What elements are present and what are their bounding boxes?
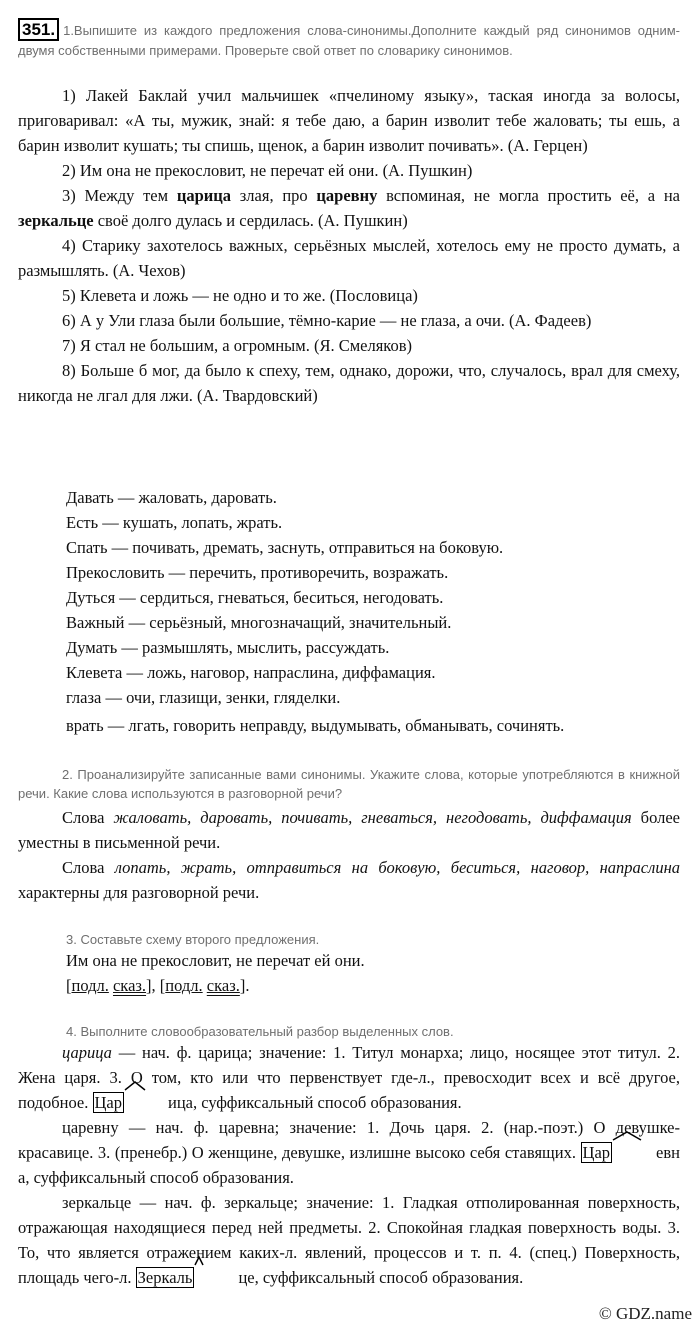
text-fragment: Я стал не большим, а огромным. (Я. Смеляков) [79, 336, 413, 355]
analysis-tsarevnu [18, 1115, 680, 1190]
text-fragment: 3) [62, 186, 76, 205]
text-fragment: евн [656, 1143, 680, 1162]
text-fragment: 2) [62, 161, 76, 180]
sentence-8 [18, 358, 680, 408]
task-1-text: 1.Выпишите из каждого предложения слова-синонимы.Дополните каждый ряд синонимов одним-двумя собственными примерами. Проверьте свой ответ по словарику синонимов. [18, 23, 680, 58]
sentence-5 [18, 283, 680, 308]
answer-sentence: Им она не прекословит, не перечат ей они. [66, 951, 365, 970]
answer-colloquial [18, 855, 680, 905]
text-fragment: , [151, 976, 160, 995]
text-fragment: более уместны в письменной речи. [18, 808, 680, 852]
text-fragment: сказ. [206, 976, 240, 995]
highlighted-word: царица [176, 186, 232, 205]
text-fragment: подл. [165, 976, 203, 995]
text-fragment: жаловать, даровать, почивать, гневаться, негодовать, диффамация [113, 808, 632, 827]
text-fragment: е [247, 1268, 255, 1287]
sentence-2 [18, 158, 680, 183]
text-fragment: , суффиксальный способ образования. [193, 1093, 462, 1112]
text-fragment: [ [66, 976, 72, 995]
text-fragment: подл. [71, 976, 109, 995]
synonym-rows [66, 485, 564, 738]
text-fragment: 4) [62, 236, 76, 255]
text-fragment: ] [239, 976, 246, 995]
synonym-row: Спать — почивать, дремать, заснуть, отправиться на боковую. [66, 538, 504, 557]
text-fragment: , суффиксальный способ образования. [254, 1268, 524, 1287]
sentence-1 [18, 83, 680, 158]
text-fragment: зеркальце [62, 1193, 132, 1212]
task-2-instructions: 2. Проанализируйте записанные вами синонимы. Укажите слова, которые употребляются в книжной речи. Какие слова используются в разговорной речи? [18, 767, 680, 801]
text-fragment: Старику захотелось важных, серьёзных мыслей, хотелось ему не просто думать, а размышлять. (А. Чехов) [18, 236, 680, 280]
task-1-instructions [18, 18, 680, 60]
sentence-7 [18, 333, 680, 358]
text-fragment: Слова [62, 858, 115, 877]
text-fragment: лопать, жрать, отправиться на боковую, беситься, наговор, напраслина [114, 858, 681, 877]
highlighted-word: царевну [316, 186, 378, 205]
sentence-4 [18, 233, 680, 283]
sentence-scheme [66, 973, 666, 998]
suffix-mark [194, 1265, 247, 1290]
text-fragment: 8) [62, 361, 76, 380]
task-3-answer [66, 948, 666, 998]
text-fragment: своё долго дулась и сердилась. (А. Пушкин) [93, 211, 408, 230]
text-fragment: А у Ули глаза были большие, тёмно-карие — не глаза, а очи. (А. Фадеев) [79, 311, 592, 330]
synonym-row: Дуться — сердиться, гневаться, беситься, негодовать. [66, 588, 444, 607]
answer-bookish [18, 805, 680, 855]
text-fragment: ] [146, 976, 152, 995]
suffix-mark [124, 1090, 186, 1115]
analysis-tsaritsa [18, 1040, 680, 1115]
synonym-row: Прекословить — перечить, противоречить, возражать. [66, 563, 449, 582]
root-mark: Зеркаль [137, 1268, 193, 1287]
sentences-list [18, 83, 680, 408]
task-4-instructions: 4. Выполните словообразовательный разбор выделенных слов. [66, 1024, 454, 1039]
text-fragment: Лакей Баклай учил мальчишек «пчелиному языку», таская иногда за волосы, приговаривал: «А ты, мужик, знай: я тебе даю, а барин изволит тебе жаловать; ты ешь, а барин изволит кушать; ты спишь, щенок, а барин изволит почивать». (А. Герцен) [18, 86, 681, 155]
sentence-3 [18, 183, 680, 233]
exercise-number: 351. [18, 18, 59, 41]
text-fragment: — нач. ф. царица; значение: 1. Титул монарха; лицо, носящее этот титул. 2. Жена царя. 3. О том, кто или что первенствует где-л., превосходит всех и всё другое, подобное. [18, 1043, 680, 1112]
text-fragment: 6) [62, 311, 76, 330]
text-fragment: Больше б мог, да было к спеху, тем, однако, дорожи, что, случалось, врал для смеху, никогда не лгал для лжи. (А. Твардовский) [18, 361, 681, 405]
text-fragment: — нач. ф. зеркальце; значение: 1. Гладкая отполированная поверхность, отражающая находящиеся перед ней предметы. 2. Спокойная гладкая поверхность воды. 3. То, что является отражением каких-л. явлений, процессов и т. п. 4. (спец.) Поверхность, площадь чего-л. [18, 1193, 680, 1287]
text-fragment: злая, про [231, 186, 317, 205]
suffix-mark [612, 1140, 680, 1165]
text-fragment: Им она не прекословит, не перечат ей они. (А. Пушкин) [79, 161, 473, 180]
text-fragment: 1) [62, 86, 76, 105]
highlighted-word: зеркальце [18, 211, 94, 230]
text-fragment: 7) [62, 336, 76, 355]
synonym-row: Есть — кушать, лопать, жрать. [66, 513, 283, 532]
text-fragment: Клевета и ложь — не одно и то же. (Пословица) [79, 286, 418, 305]
text-fragment: сказ. [112, 976, 147, 995]
text-fragment: вспоминая, не могла простить её, а на [377, 186, 680, 205]
text-fragment: а [18, 1168, 26, 1187]
synonym-row: Клевета — ложь, наговор, напраслина, диффамация. [66, 663, 436, 682]
text-fragment: — нач. ф. царевна; значение: 1. Дочь царя. 2. (нар.-поэт.) О девушке-красавице. 3. (пренебр.) О женщине, девушке, излишне высоко себя ставящих. [18, 1118, 680, 1162]
text-fragment: [ [159, 976, 166, 995]
synonym-row: врать — лгать, говорить неправду, выдумывать, обманывать, сочинять. [66, 716, 565, 735]
synonym-row: Важный — серьёзный, многозначащий, значительный. [66, 613, 452, 632]
text-fragment: царица [62, 1043, 112, 1062]
task-3-instructions: 3. Составьте схему второго предложения. [66, 932, 320, 947]
text-fragment: 5) [62, 286, 76, 305]
synonym-row: глаза — очи, глазищи, зенки, гляделки. [66, 688, 341, 707]
root-mark: Цар [582, 1143, 611, 1162]
text-fragment: характерны для разговорной речи. [18, 883, 260, 902]
text-fragment: иц [168, 1093, 186, 1112]
watermark: © GDZ.name [598, 1304, 692, 1323]
synonym-row: Думать — размышлять, мыслить, рассуждать. [66, 638, 390, 657]
text-fragment: царевну [62, 1118, 119, 1137]
text-fragment: а [185, 1093, 193, 1112]
task-2-answer [18, 805, 680, 905]
text-fragment: ц [238, 1268, 248, 1287]
analysis-zerkaltse [18, 1190, 680, 1290]
text-fragment: , суффиксальный способ образования. [25, 1168, 294, 1187]
task-4-answer [18, 1040, 680, 1290]
sentence-6 [18, 308, 680, 333]
root-mark: Цар [94, 1093, 122, 1112]
text-fragment: Между тем [84, 186, 177, 205]
text-fragment: Слова [62, 808, 114, 827]
synonym-row: Давать — жаловать, даровать. [66, 488, 277, 507]
text-fragment: . [245, 976, 250, 995]
